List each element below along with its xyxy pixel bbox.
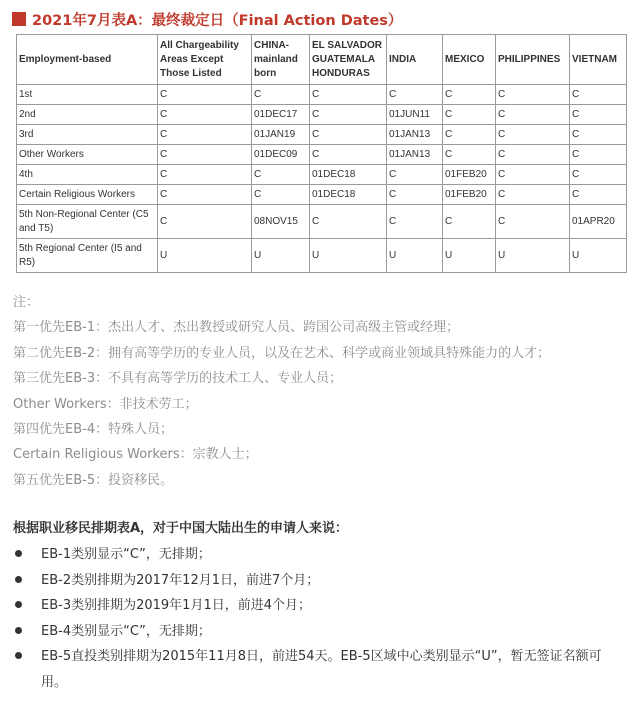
table-cell: C: [443, 85, 496, 105]
title-marker-icon: [12, 12, 26, 26]
table-cell: C: [443, 145, 496, 165]
table-cell: U: [443, 239, 496, 273]
table-row: [17, 85, 627, 105]
notes-section: [13, 290, 628, 493]
table-cell: U: [252, 239, 310, 273]
list-item-text: EB-3类别排期为2019年1月1日，前进4个月；: [41, 598, 311, 613]
note-line: Certain Religious Workers：宗教人士；: [13, 447, 258, 463]
table-cell: U: [496, 239, 570, 273]
table-cell: U: [158, 239, 252, 273]
table-cell: C: [158, 165, 252, 185]
table-cell: U: [570, 239, 627, 273]
note-line: 第二优先EB-2：拥有高等学历的专业人员，以及在艺术、科学或商业领域具特殊能力的人才；: [13, 345, 551, 361]
table-cell: C: [158, 205, 252, 239]
table-cell: C: [496, 145, 570, 165]
table-cell: C: [496, 205, 570, 239]
table-cell: C: [310, 105, 387, 125]
table-cell: C: [443, 205, 496, 239]
header-cell: MEXICO: [443, 35, 496, 85]
table-cell: C: [158, 125, 252, 145]
table-row: [17, 185, 627, 205]
note-line: Other Workers：非技术劳工；: [13, 396, 198, 412]
table-cell: C: [570, 165, 627, 185]
table-cell: C: [158, 85, 252, 105]
note-line: 第四优先EB-4：特殊人员；: [13, 421, 174, 437]
header-cell: PHILIPPINES: [496, 35, 570, 85]
bullet-icon: [15, 550, 22, 557]
list-item: [13, 568, 613, 594]
table-cell: 1st: [17, 85, 158, 105]
note-line: 第三优先EB-3：不具有高等学历的技术工人、专业人员；: [13, 371, 343, 387]
header-cell: VIETNAM: [570, 35, 627, 85]
list-item-text: EB-1类别显示“C”，无排期；: [41, 547, 211, 562]
table-row: [17, 165, 627, 185]
table-cell: C: [443, 125, 496, 145]
bullet-icon: [15, 652, 22, 659]
table-cell: 01JAN13: [387, 145, 443, 165]
table-cell: 08NOV15: [252, 205, 310, 239]
note-line: 第一优先EB-1：杰出人才、杰出教授或研究人员、跨国公司高级主管或经理；: [13, 320, 460, 336]
table-cell: C: [496, 185, 570, 205]
table-cell: C: [310, 85, 387, 105]
table-cell: C: [443, 105, 496, 125]
table-cell: C: [252, 165, 310, 185]
table-cell: C: [496, 85, 570, 105]
list-item: [13, 542, 613, 568]
table-cell: C: [387, 205, 443, 239]
table-row: [17, 125, 627, 145]
note-line: 第五优先EB-5：投资移民。: [13, 472, 174, 488]
table-cell: 01APR20: [570, 205, 627, 239]
bullet-icon: [15, 601, 22, 608]
table-cell: C: [570, 125, 627, 145]
list-item-text: EB-4类别显示“C”，无排期；: [41, 623, 211, 639]
list-item-text: EB-5直投类别排期为2015年11月8日，前进54天。EB-5区域中心类别显示“U”，暂无签证名额可用。: [41, 649, 602, 690]
table-cell: 01JAN13: [387, 125, 443, 145]
table-cell: 5th Regional Center (I5 and R5): [17, 239, 158, 273]
table-cell: C: [310, 205, 387, 239]
summary-heading: 根据职业移民排期表A，对于中国大陆出生的申请人来说：: [13, 521, 349, 536]
table-cell: U: [310, 239, 387, 273]
table-row: [17, 205, 627, 239]
list-item: [13, 644, 613, 695]
table-cell: C: [570, 105, 627, 125]
list-item: [13, 593, 613, 619]
table-cell: C: [387, 185, 443, 205]
notes-heading: 注：: [13, 295, 40, 310]
header-cell: CHINA-mainland born: [252, 35, 310, 85]
table-cell: C: [310, 125, 387, 145]
header-cell: Employment-based: [17, 35, 158, 85]
table-cell: 2nd: [17, 105, 158, 125]
table-cell: 5th Non-Regional Center (C5 and T5): [17, 205, 158, 239]
table-cell: 01JUN11: [387, 105, 443, 125]
table-cell: C: [496, 165, 570, 185]
table-cell: 01DEC09: [252, 145, 310, 165]
table-cell: Certain Religious Workers: [17, 185, 158, 205]
table-cell: 01DEC18: [310, 185, 387, 205]
table-header-row: [17, 35, 627, 85]
table-cell: C: [158, 185, 252, 205]
table-row: [17, 105, 627, 125]
page-title-text: 2021年7月表A：最终裁定日（Final Action Dates）: [32, 12, 403, 29]
list-item-text: EB-2类别排期为2017年12月1日，前进7个月；: [41, 572, 320, 588]
table-cell: C: [570, 185, 627, 205]
list-item: [13, 619, 613, 645]
table-cell: C: [387, 85, 443, 105]
table-cell: 4th: [17, 165, 158, 185]
header-cell: EL SALVADOR GUATEMALA HONDURAS: [310, 35, 387, 85]
table-cell: U: [387, 239, 443, 273]
table-cell: C: [158, 145, 252, 165]
table-cell: 3rd: [17, 125, 158, 145]
table-cell: C: [570, 145, 627, 165]
table-cell: C: [252, 85, 310, 105]
table-cell: C: [496, 125, 570, 145]
table-cell: 01FEB20: [443, 165, 496, 185]
bullet-icon: [15, 627, 22, 634]
table-cell: 01DEC17: [252, 105, 310, 125]
table-cell: C: [252, 185, 310, 205]
table-cell: C: [158, 105, 252, 125]
summary-list: [13, 542, 613, 695]
bullet-icon: [15, 576, 22, 583]
page-title: [12, 8, 402, 30]
table-cell: C: [570, 85, 627, 105]
header-cell: INDIA: [387, 35, 443, 85]
table-row: [17, 145, 627, 165]
header-cell: All Chargeability Areas Except Those Listed: [158, 35, 252, 85]
table-row: [17, 239, 627, 273]
table-cell: 01FEB20: [443, 185, 496, 205]
table-cell: C: [387, 165, 443, 185]
table-cell: 01JAN19: [252, 125, 310, 145]
table-cell: Other Workers: [17, 145, 158, 165]
visa-bulletin-table: [16, 34, 627, 273]
table-cell: 01DEC18: [310, 165, 387, 185]
table-cell: C: [496, 105, 570, 125]
table-cell: C: [310, 145, 387, 165]
